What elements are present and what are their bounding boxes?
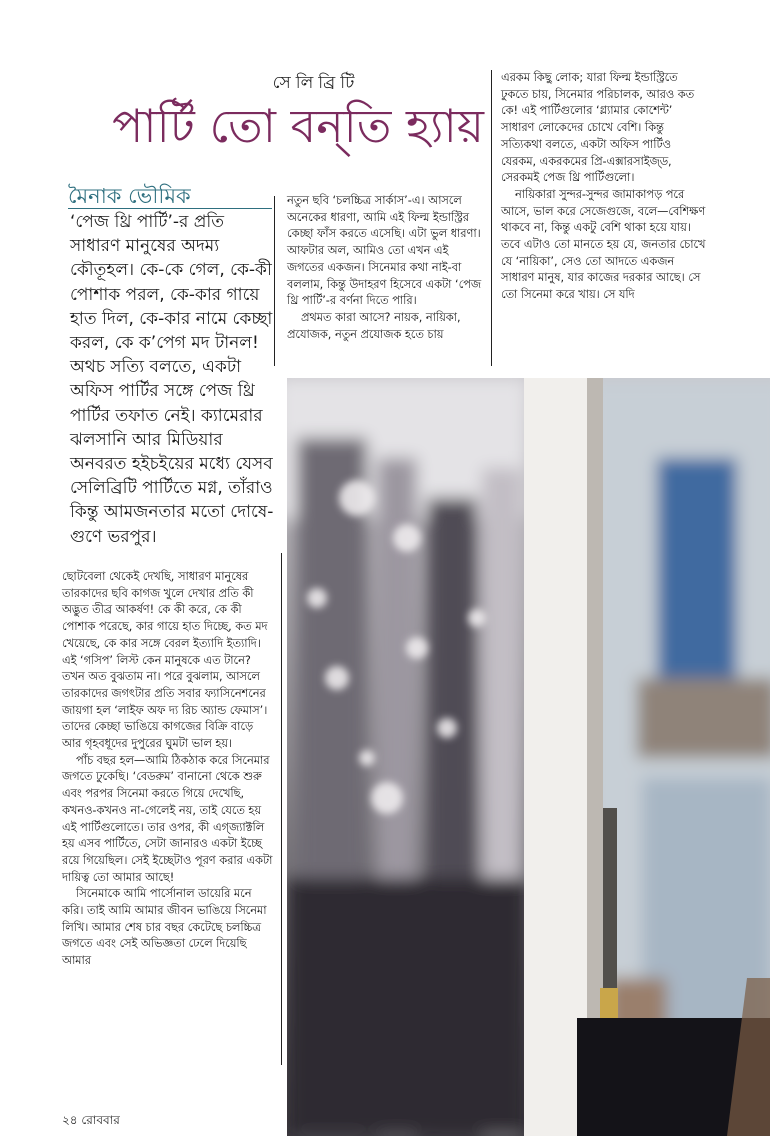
body-paragraph: ছোটবেলা থেকেই দেখছি, সাধারণ মানুষের তারকাদের ছবি কাগজ খুলে দেখার প্রতি কী অদ্ভুত তীব্র আকর্ষণ! কে কী করে, কে কী পোশাক পরেছে, কার গায়ে হাত দিচ্ছে, কত মদ খেয়েছে, কে কার সঙ্গে বেরল ইত্যাদি ইত্যাদি। এই ‘গসিপ’ লিস্ট কেন মানুষকে এত টানে? তখন অত বুঝতাম না। পরে বুঝলাম, আসলে তারকাদের জগৎটার প্রতি সবার ফ্যাসিনেশনের জায়গা হল ‘লাইফ অফ দ্য রিচ অ্যান্ড ফেমাস’। তাদের কেচ্ছা ভাঙিয়ে কাগজের বিক্রি বাড়ে আর গৃহবধূদের দুপুরের ঘুমটা ভাল হয়। <box>62 570 268 751</box>
body-paragraph: নায়িকারা সুন্দর-সুন্দর জামাকাপড় পরে আসে, ভাল করে সেজেগুজে, বলে—বেশিক্ষণ থাকবে না, কিন্তু একটু বেশি থাকা হয়ে যায়। তবে এটাও তো মানতে হয় যে, জনতার চোখে যে ‘নায়িকা’, সেও তো আদতে একজন সাধারণ মানুষ, যার কাজের দরকার আছে। সে তো সিনেমা করে খায়। সে যদি <box>501 187 706 302</box>
page-folio: ২৪ রোববার <box>62 1113 120 1127</box>
column-rule <box>274 196 275 366</box>
body-paragraph: নতুন ছবি ‘চলচ্চিত্র সার্কাস’-এ। আসলে অনেকের ধারণা, আমি এই ফিল্ম ইন্ডাস্ট্রির কেচ্ছা ফাঁস করতে এসেছি। এটা ভুল ধারণা। আফটার অল, আমিও তো এখন এই জগতের একজন। সিনেমার কথা নাই-বা বললাম, কিন্তু উদাহরণ হিসেবে একটা ‘পেজ থ্রি পার্টি’-র বর্ণনা দিতে পারি। <box>287 194 482 308</box>
body-column-middle <box>287 193 486 343</box>
intro-text <box>70 210 278 549</box>
article-photo <box>287 378 770 1136</box>
body-paragraph: প্রথমত কারা আসে? নায়ক, নায়িকা, প্রযোজক, নতুন প্রযোজক হতে চায় <box>287 310 461 341</box>
body-paragraph: এরকম কিছু লোক; যারা ফিল্ম ইন্ডাস্ট্রিতে ঢুকতে চায়, সিনেমার পরিচালক, আরও কত কে! এই পার্টিগুলোর ‘গ্ল্যামার কোশেন্ট’ সাধারণ লোকেদের চোখে বেশি। কিন্তু সত্যিকথা বলতে, একটা অফিস পার্টিও যেরকম, একরকমের প্রি-এক্সারসাইজ্‌ড, সেরকমই পেজ থ্রি পার্টিগুলো। <box>501 71 695 185</box>
body-column-left <box>62 569 276 970</box>
body-paragraph: সিনেমাকে আমি পার্সোনাল ডায়েরি মনে করি। তাই আমি আমার জীবন ভাঙিয়ে সিনেমা লিখি। আমার শেষ চার বছর কেটেছে চলচ্চিত্র জগতে এবং সেই অভিজ্ঞতা ঢেলে দিয়েছি আমার <box>62 887 267 968</box>
byline: মৈনাক ভৌমিক <box>68 184 191 208</box>
blurred-bokeh-photo <box>287 378 770 1136</box>
intro-paragraph: ‘পেজ থ্রি পার্টি’-র প্রতি সাধারণ মানুষের অদম্য কৌতূহল। কে-কে গেল, কে-কী পোশাক পরল, কে-কার গায়ে হাত দিল, কে-কার নামে কেচ্ছা করল, কে ক’পেগ মদ টানল! অথচ সত্যি বলতে, একটা অফিস পার্টির সঙ্গে পেজ থ্রি পার্টির তফাত নেই। ক্যামেরার ঝলসানি আর মিডিয়ার অনবরত হইচইয়ের মধ্যে যেসব সেলিব্রিটি পার্টিতে মগ্ন, তাঁরাও কিন্তু আমজনতার মতো দোষে-গুণে ভরপুর। <box>70 212 274 547</box>
column-rule <box>491 70 492 366</box>
section-kicker: সেলিব্রিটি <box>272 73 360 93</box>
body-paragraph: পাঁচ বছর হল—আমি ঠিকঠাক করে সিনেমার জগতে ঢুকেছি। ‘বেডরুম’ বানানো থেকে শুরু এবং পরপর সিনেমা করতে গিয়ে দেখেছি, কখনও-কখনও না-গেলেই নয়, তাই যেতে হয় এই পার্টিগুলোতে। তার ওপর, কী এগ্‌জ্যাক্টলি হয় এসব পার্টিতে, সেটা জানারও একটা ইচ্ছে রয়ে গিয়েছিল। সেই ইচ্ছেটাও পূরণ করার একটা দায়িত্ব তো আমার আছে! <box>62 753 273 884</box>
column-rule <box>281 553 282 1065</box>
headline: পার্টি তো বন্‌তি হ্যায় <box>112 99 484 153</box>
byline-rule <box>68 208 272 209</box>
body-column-right <box>501 70 708 304</box>
